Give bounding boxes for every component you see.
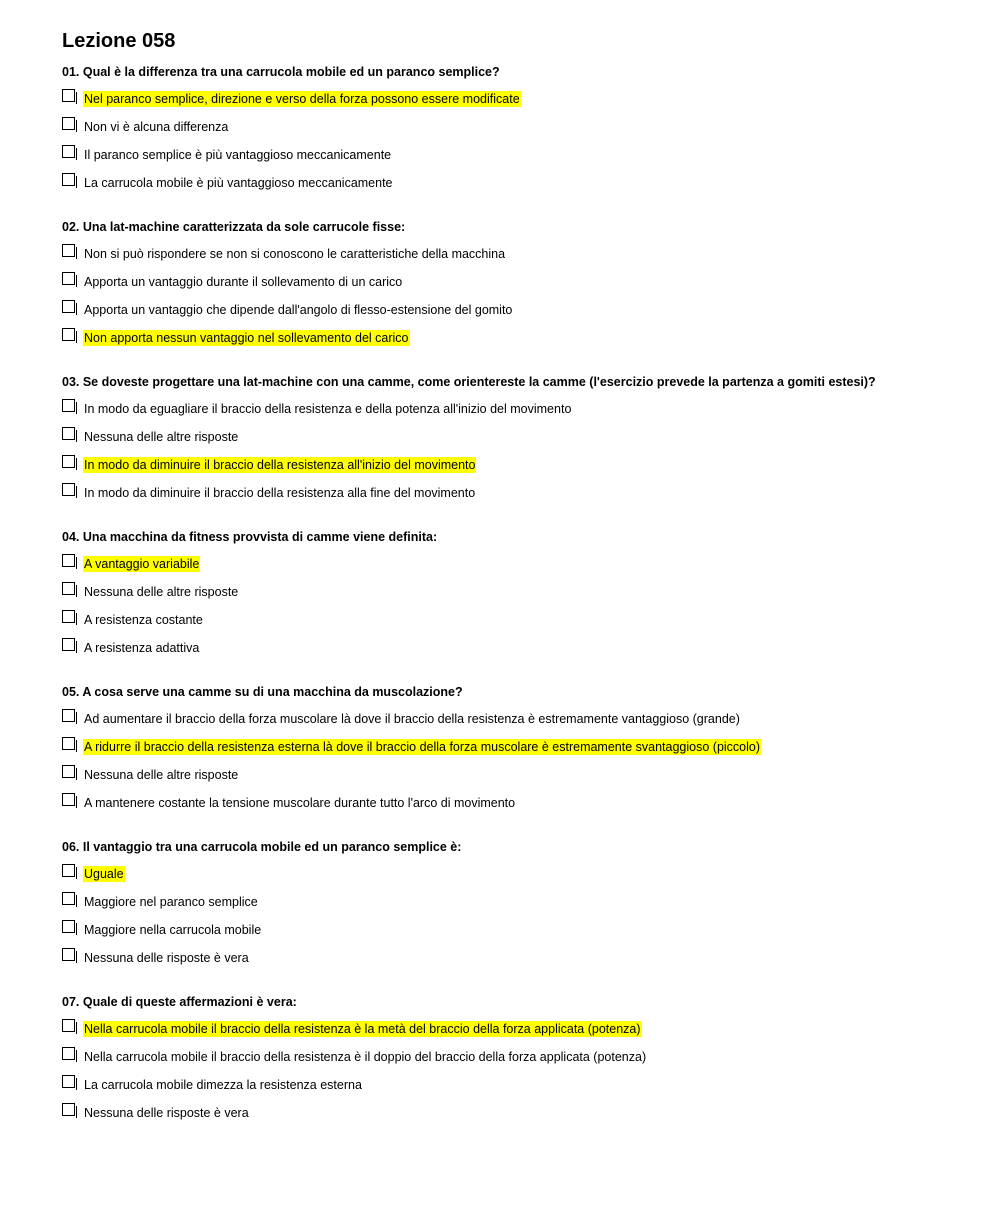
checkbox-icon[interactable] <box>62 892 75 905</box>
checkbox-icon[interactable] <box>62 1103 75 1116</box>
checkbox-icon[interactable] <box>62 427 75 440</box>
checkbox-icon[interactable] <box>62 328 75 341</box>
checkbox-icon[interactable] <box>62 145 75 158</box>
checkbox-icon[interactable] <box>62 483 75 496</box>
answer-option[interactable] <box>62 145 962 173</box>
question-text: 01. Qual è la differenza tra una carrucola mobile ed un paranco semplice? <box>62 65 500 79</box>
answer-option[interactable] <box>62 300 962 328</box>
answer-text: Nessuna delle risposte è vera <box>84 951 249 965</box>
answer-option[interactable] <box>62 117 962 145</box>
answer-option[interactable] <box>62 554 962 582</box>
answer-option[interactable] <box>62 1019 962 1047</box>
answer-option[interactable] <box>62 89 962 117</box>
question-3 <box>62 374 962 511</box>
answer-option[interactable] <box>62 1047 962 1075</box>
answer-text: A resistenza adattiva <box>84 641 200 655</box>
checkbox-icon[interactable] <box>62 554 75 567</box>
answer-option[interactable] <box>62 328 962 356</box>
answer-option[interactable] <box>62 765 962 793</box>
checkbox-icon[interactable] <box>62 89 75 102</box>
answer-text: A mantenere costante la tensione muscolare durante tutto l'arco di movimento <box>84 796 516 810</box>
answer-option[interactable] <box>62 483 962 511</box>
question-text: 03. Se doveste progettare una lat-machine con una camme, come orientereste la camme (l'esercizio prevede la partenza a gomiti estesi)? <box>62 375 876 389</box>
question-2 <box>62 219 962 356</box>
answer-text-highlighted: Non apporta nessun vantaggio nel sollevamento del carico <box>84 331 409 345</box>
answer-text: Nessuna delle risposte è vera <box>84 1106 249 1120</box>
answer-text: In modo da diminuire il braccio della resistenza alla fine del movimento <box>84 486 476 500</box>
question-text: 05. A cosa serve una camme su di una macchina da muscolazione? <box>62 685 463 699</box>
checkbox-icon[interactable] <box>62 1075 75 1088</box>
checkbox-icon[interactable] <box>62 793 75 806</box>
checkbox-icon[interactable] <box>62 709 75 722</box>
answer-text: Apporta un vantaggio che dipende dall'angolo di flesso-estensione del gomito <box>84 303 513 317</box>
answer-text: Non si può rispondere se non si conoscono le caratteristiche della macchina <box>84 247 506 261</box>
answer-text: Nessuna delle altre risposte <box>84 768 239 782</box>
page-title: Lezione 058 <box>62 30 176 52</box>
checkbox-icon[interactable] <box>62 399 75 412</box>
answer-option[interactable] <box>62 948 962 976</box>
checkbox-icon[interactable] <box>62 948 75 961</box>
question-6 <box>62 839 962 976</box>
question-1 <box>62 64 962 201</box>
checkbox-icon[interactable] <box>62 765 75 778</box>
checkbox-icon[interactable] <box>62 737 75 750</box>
answer-option[interactable] <box>62 244 962 272</box>
answer-text-highlighted: Nella carrucola mobile il braccio della resistenza è la metà del braccio della forza applicata (potenza) <box>84 1022 641 1036</box>
checkbox-icon[interactable] <box>62 582 75 595</box>
answer-option[interactable] <box>62 582 962 610</box>
answer-option[interactable] <box>62 610 962 638</box>
answer-option[interactable] <box>62 455 962 483</box>
answer-text: In modo da eguagliare il braccio della resistenza e della potenza all'inizio del movimento <box>84 402 572 416</box>
question-4 <box>62 529 962 666</box>
answer-text: Maggiore nella carrucola mobile <box>84 923 262 937</box>
checkbox-icon[interactable] <box>62 610 75 623</box>
question-text: 04. Una macchina da fitness provvista di camme viene definita: <box>62 530 438 544</box>
answer-text-highlighted: Nel paranco semplice, direzione e verso della forza possono essere modificate <box>84 92 520 106</box>
answer-option[interactable] <box>62 1075 962 1103</box>
checkbox-icon[interactable] <box>62 455 75 468</box>
answer-option[interactable] <box>62 709 962 737</box>
answer-text-highlighted: A vantaggio variabile <box>84 557 200 571</box>
answer-text: A resistenza costante <box>84 613 203 627</box>
question-7 <box>62 994 962 1131</box>
checkbox-icon[interactable] <box>62 117 75 130</box>
answer-text: Maggiore nel paranco semplice <box>84 895 258 909</box>
checkbox-icon[interactable] <box>62 638 75 651</box>
document-page <box>62 28 962 1149</box>
question-list <box>62 64 962 1131</box>
answer-text: Nella carrucola mobile il braccio della resistenza è il doppio del braccio della forza applicata (potenza) <box>84 1050 647 1064</box>
checkbox-icon[interactable] <box>62 864 75 877</box>
answer-text-highlighted: Uguale <box>84 867 124 881</box>
question-text: 06. Il vantaggio tra una carrucola mobile ed un paranco semplice è: <box>62 840 462 854</box>
question-5 <box>62 684 962 821</box>
answer-option[interactable] <box>62 427 962 455</box>
answer-option[interactable] <box>62 920 962 948</box>
answer-option[interactable] <box>62 173 962 201</box>
answer-text-highlighted: In modo da diminuire il braccio della resistenza all'inizio del movimento <box>84 458 476 472</box>
checkbox-icon[interactable] <box>62 244 75 257</box>
answer-text: La carrucola mobile è più vantaggioso meccanicamente <box>84 176 393 190</box>
checkbox-icon[interactable] <box>62 1019 75 1032</box>
answer-text: Apporta un vantaggio durante il sollevamento di un carico <box>84 275 403 289</box>
answer-text: Non vi è alcuna differenza <box>84 120 229 134</box>
answer-option[interactable] <box>62 793 962 821</box>
checkbox-icon[interactable] <box>62 173 75 186</box>
answer-text: Nessuna delle altre risposte <box>84 430 239 444</box>
answer-text: Ad aumentare il braccio della forza muscolare là dove il braccio della resistenza è estremamente vantaggioso (grande) <box>84 712 740 726</box>
answer-option[interactable] <box>62 892 962 920</box>
answer-option[interactable] <box>62 272 962 300</box>
answer-option[interactable] <box>62 864 962 892</box>
checkbox-icon[interactable] <box>62 1047 75 1060</box>
answer-text: La carrucola mobile dimezza la resistenza esterna <box>84 1078 362 1092</box>
checkbox-icon[interactable] <box>62 300 75 313</box>
question-text: 07. Quale di queste affermazioni è vera: <box>62 995 297 1009</box>
question-text: 02. Una lat-machine caratterizzata da sole carrucole fisse: <box>62 220 406 234</box>
checkbox-icon[interactable] <box>62 272 75 285</box>
checkbox-icon[interactable] <box>62 920 75 933</box>
answer-text: Il paranco semplice è più vantaggioso meccanicamente <box>84 148 392 162</box>
answer-text-highlighted: A ridurre il braccio della resistenza esterna là dove il braccio della forza muscolare è estremamente svantaggioso (piccolo) <box>84 740 761 754</box>
answer-text: Nessuna delle altre risposte <box>84 585 239 599</box>
answer-option[interactable] <box>62 1103 962 1131</box>
answer-option[interactable] <box>62 399 962 427</box>
answer-option[interactable] <box>62 638 962 666</box>
answer-option[interactable] <box>62 737 962 765</box>
